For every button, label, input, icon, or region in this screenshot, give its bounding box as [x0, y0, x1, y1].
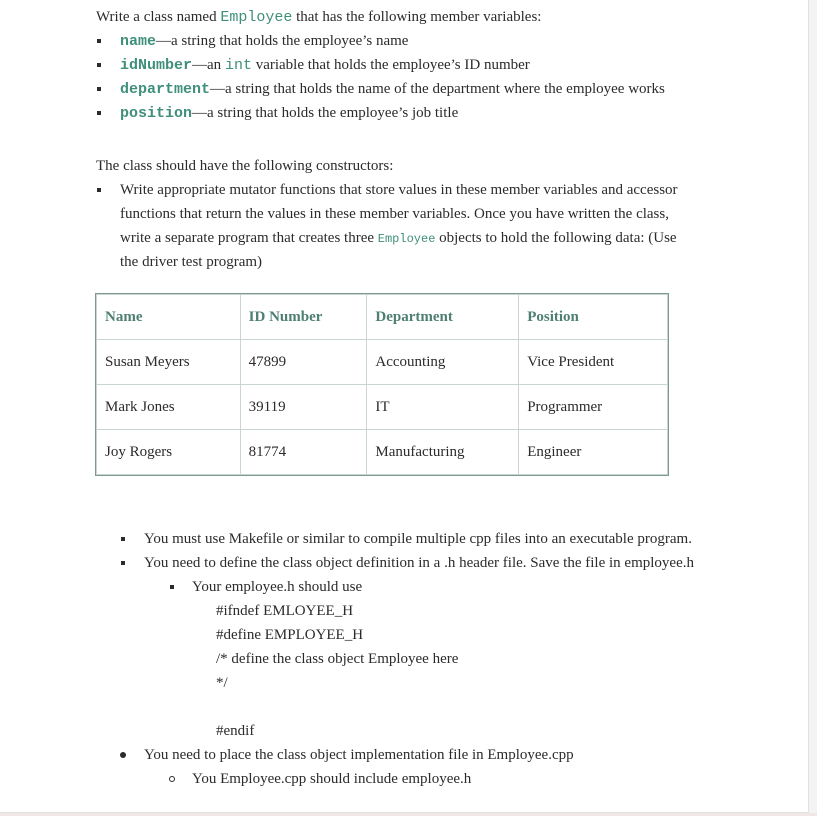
table-row — [97, 430, 668, 475]
member-code: department — [120, 81, 211, 98]
member-type: int — [224, 57, 252, 74]
member-sep: — — [192, 57, 208, 73]
bullet-icon — [97, 87, 101, 91]
member-sep: — — [210, 81, 226, 97]
member-desc: variable that holds the employee’s ID number — [251, 57, 530, 73]
member-desc: a string that holds the employee’s name — [171, 33, 409, 49]
cell-department: Accounting — [367, 340, 519, 385]
header-id-number: ID Number — [240, 295, 367, 340]
member-desc: a string that holds the name of the department where the employee works — [225, 81, 665, 97]
requirement-include: You Employee.cpp should include employee.h — [192, 771, 472, 787]
requirement-makefile: You must use Makefile or similar to compile multiple cpp files into an executable program. — [144, 531, 692, 547]
member-desc: a string that holds the employee’s job title — [207, 105, 459, 121]
member-desc-prefix: an — [207, 57, 225, 73]
header-name: Name — [97, 295, 241, 340]
constructors-line-3-prefix: write a separate program that creates three — [120, 230, 378, 246]
employee-table — [96, 294, 668, 475]
cell-position: Engineer — [519, 430, 668, 475]
bullet-icon — [121, 561, 125, 565]
constructors-line-3 — [120, 228, 677, 249]
constructors-line-3-code: Employee — [377, 232, 436, 246]
header-position: Position — [519, 295, 668, 340]
cell-id-number: 47899 — [240, 340, 367, 385]
cell-position: Programmer — [519, 385, 668, 430]
constructors-line-1: Write appropriate mutator functions that store values in these member variables and accessor — [120, 182, 678, 198]
intro-prefix: Write a class named — [96, 9, 221, 25]
intro-line — [96, 7, 541, 28]
constructors-line-4: the driver test program) — [120, 254, 263, 270]
bullet-icon — [97, 39, 101, 43]
bullet-icon — [97, 188, 101, 192]
cell-name: Joy Rogers — [97, 430, 241, 475]
cell-name: Mark Jones — [97, 385, 241, 430]
bullet-icon — [120, 752, 126, 758]
member-sep: — — [156, 33, 172, 49]
requirement-header-file: You need to define the class object definition in a .h header file. Save the file in employee.h — [144, 555, 694, 571]
page-edge-right — [809, 0, 817, 816]
constructors-heading: The class should have the following constructors: — [96, 158, 394, 174]
requirement-header-usage: Your employee.h should use — [192, 579, 363, 595]
member-code: name — [120, 33, 157, 50]
cell-id-number: 81774 — [240, 430, 367, 475]
bullet-icon — [97, 111, 101, 115]
code-define: #define EMPLOYEE_H — [216, 627, 364, 643]
code-endif: #endif — [216, 723, 255, 739]
cell-department: Manufacturing — [367, 430, 519, 475]
table-row — [97, 385, 668, 430]
code-ifndef: #ifndef EMLOYEE_H — [216, 603, 354, 619]
member-code: idNumber — [120, 57, 193, 74]
intro-suffix: that has the following member variables: — [292, 9, 542, 25]
table-header-row — [97, 295, 668, 340]
requirement-implementation: You need to place the class object implementation file in Employee.cpp — [144, 747, 574, 763]
cell-department: IT — [367, 385, 519, 430]
cell-id-number: 39119 — [240, 385, 367, 430]
table-row — [97, 340, 668, 385]
cell-name: Susan Meyers — [97, 340, 241, 385]
hollow-bullet-icon — [169, 776, 175, 782]
member-position — [120, 103, 458, 124]
code-comment-close: */ — [216, 675, 228, 691]
bullet-icon — [97, 63, 101, 67]
bullet-icon — [121, 537, 125, 541]
member-name — [120, 31, 408, 52]
member-code: position — [120, 105, 193, 122]
header-department: Department — [367, 295, 519, 340]
member-sep: — — [192, 105, 208, 121]
constructors-line-2: functions that return the values in these member variables. Once you have written the class, — [120, 206, 669, 222]
bullet-icon — [170, 585, 174, 589]
member-department — [120, 79, 665, 100]
member-idnumber — [120, 55, 530, 76]
constructors-line-3-suffix: objects to hold the following data: (Use — [435, 230, 677, 246]
cell-position: Vice President — [519, 340, 668, 385]
intro-class-name: Employee — [220, 9, 293, 26]
code-comment-open: /* define the class object Employee here — [216, 651, 459, 667]
